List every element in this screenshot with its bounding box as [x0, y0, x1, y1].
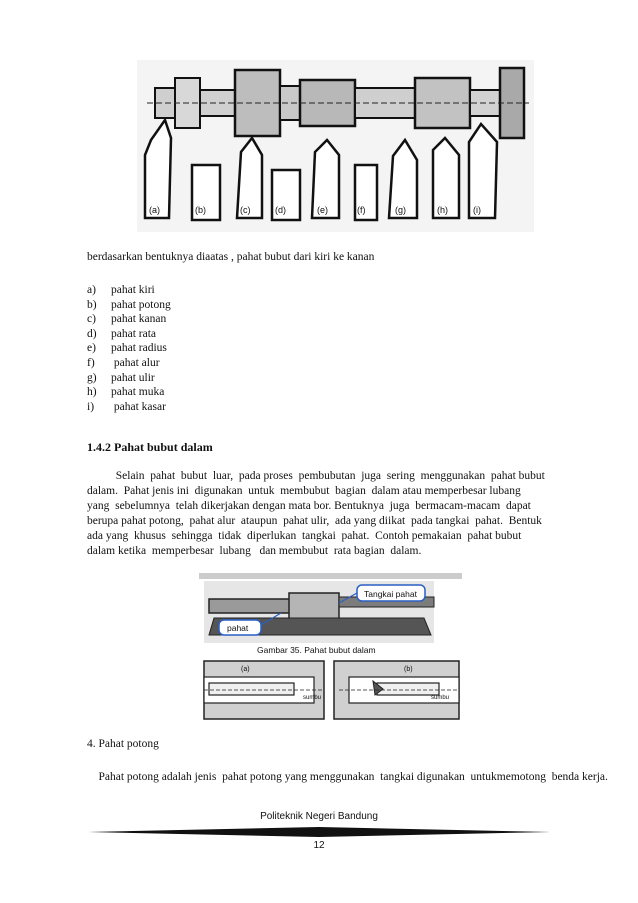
label-b: (b) [195, 205, 206, 215]
label-a: (a) [149, 205, 160, 215]
axis-label-a: sumbu [303, 695, 322, 701]
paragraph-line: Pahat potong adalah jenis pahat potong yang menggunakan tangkai digunakan untuk [87, 771, 497, 783]
tool-list-marker: g) [87, 371, 97, 384]
tool-list-text: pahat kanan [111, 313, 167, 326]
paragraph-line: dalam ketika memperbesar lubang dan membubut rata bagian dalam. [87, 545, 422, 558]
tool-list-text: pahat potong [111, 298, 171, 311]
tool-list-text: pahat rata [111, 327, 157, 340]
tool-list-item [87, 283, 171, 298]
tool-list-text: pahat radius [111, 342, 167, 355]
paragraph-line: ada yang khusus sehingga tidak diperlukan tangkai pahat. Contoh pemakaian pahat bubut [87, 530, 522, 543]
tool-list-text: pahat alur [111, 356, 160, 369]
paragraph-line: yang sebelumnya telah dikerjakan dengan mata bor. Bentuknya juga bermacam-macam dapat [87, 500, 531, 513]
subfigure-b [334, 661, 459, 719]
tool-list-item [87, 371, 171, 386]
paragraph-pahat-dalam [87, 469, 559, 560]
paragraph-pahat-potong [87, 770, 608, 786]
tool-list-item [87, 298, 171, 313]
subfigure-b-label: (b) [404, 666, 413, 673]
boring-tool-figure [199, 573, 462, 723]
label-h: (h) [437, 205, 448, 215]
paragraph-line: berupa pahat potong, pahat alur ataupun pahat ulir, ada yang diikat pada tangkai pahat. Bentuk [87, 515, 542, 528]
subfigure-a-label: (a) [241, 666, 250, 673]
tool-list-marker: i) [87, 400, 95, 413]
label-pahat: pahat [227, 623, 249, 633]
figure-caption: berdasarkan bentuknya diaatas , pahat bubut dari kiri ke kanan [87, 251, 375, 263]
tool-list-marker: f) [87, 356, 95, 369]
tool-list-text: pahat kiri [111, 284, 155, 296]
section-heading: 1.4.2 Pahat bubut dalam [87, 440, 213, 454]
label-tangkai-pahat: Tangkai pahat [364, 589, 417, 599]
figure2-title: Gambar 35. Pahat bubut dalam [257, 645, 376, 655]
footer-institution: Politeknik Negeri Bandung [260, 811, 378, 822]
tool-list-marker: e) [87, 342, 96, 355]
tool-list-item [87, 327, 171, 342]
tool-list-marker: h) [87, 386, 97, 399]
tool-list-item [87, 400, 171, 415]
tool-list-marker: a) [87, 284, 96, 296]
label-e: (e) [317, 205, 328, 215]
tool-list-text: pahat muka [111, 386, 165, 399]
paragraph-line: memotong benda kerja. [496, 771, 608, 783]
label-g: (g) [395, 205, 406, 215]
label-d: (d) [275, 205, 286, 215]
tool-list-item [87, 341, 171, 356]
tool-list-marker: c) [87, 313, 96, 326]
tool-list-item [87, 385, 171, 400]
tool-list-item [87, 356, 171, 371]
tool-list-marker: b) [87, 298, 97, 311]
tool-list-text: pahat kasar [111, 400, 166, 413]
lathe-tools-figure [137, 60, 534, 232]
axis-label-b: sumbu [431, 695, 450, 701]
label-f: (f) [357, 205, 366, 215]
paragraph-line: Selain pahat bubut luar, pada proses pembubutan juga sering menggunakan pahat bubut [87, 470, 545, 482]
label-c: (c) [240, 205, 251, 215]
paragraph-line: dalam. Pahat jenis ini digunakan untuk membubut bagian dalam atau memperbesar lubang [87, 485, 521, 498]
tool-list-text: pahat ulir [111, 371, 155, 384]
label-i: (i) [473, 205, 481, 215]
page-number: 12 [313, 840, 325, 851]
tool-list-marker: d) [87, 327, 97, 340]
tool-list [87, 283, 171, 414]
section4-title: 4. Pahat potong [87, 738, 159, 750]
subfigure-a [204, 661, 324, 719]
tool-list-item [87, 312, 171, 327]
tool-i [469, 124, 497, 218]
